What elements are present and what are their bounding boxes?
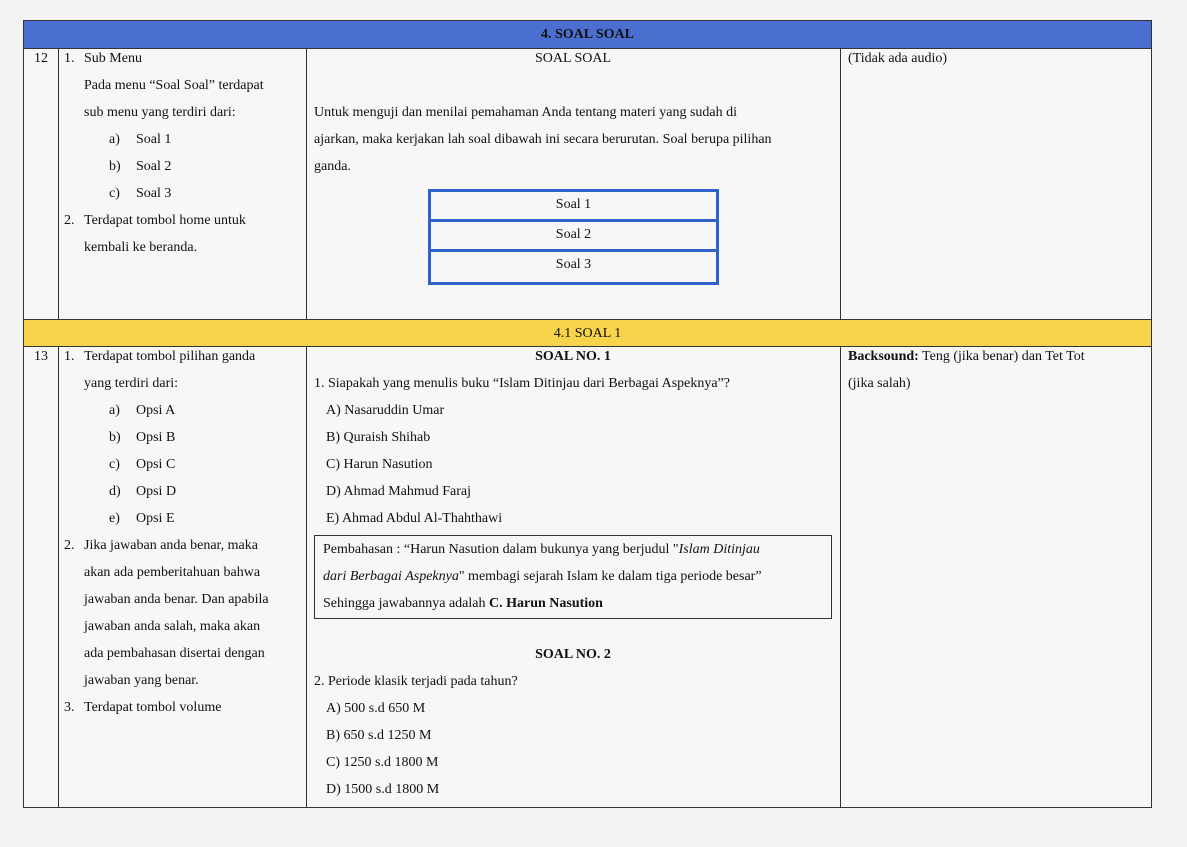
desc-line: ada pembahasan disertai dengan [84, 646, 265, 661]
desc-line: Pada menu “Soal Soal” terdapat [84, 78, 264, 93]
sub-item: c) Soal 3 [109, 186, 172, 201]
row12-description: 1. Sub Menu Pada menu “Soal Soal” terdapat sub menu yang terdiri dari: a) Soal 1 b) Soal 2 c) Soal 3 2. Terdapat tombol home untuk kembali ke beranda. [58, 45, 306, 261]
explanation-box: Pembahasan : “Harun Nasution dalam bukunya yang berjudul "Islam Ditinjau dari Berbagai Aspeknya" membagi sejarah Islam ke dalam tiga periode besar” Sehingga jawabannya adalah C. Harun Nasution [314, 535, 832, 619]
desc-line: kembali ke beranda. [84, 240, 198, 255]
sub-item: e) Opsi E [109, 511, 175, 526]
row13-description: 1. Terdapat tombol pilihan ganda yang terdiri dari: a) Opsi A b) Opsi B c) Opsi C d) Opsi D e) Opsi E 2. Jika jawaban anda benar, maka akan ada pemberitahuan bahwa jawaban anda benar. Dan apabila jawaban anda salah, maka akan ada pembahasan disertai dengan jawaban yang benar. 3. Terdapat tombol volume [58, 343, 306, 721]
row-number: 12 [34, 51, 48, 66]
soal-button-group [428, 189, 719, 285]
desc-line: yang terdiri dari: [84, 376, 179, 391]
question-2-block [314, 641, 832, 803]
row12-audio: (Tidak ada audio) [848, 51, 948, 66]
intro-line: Untuk menguji dan menilai pemahaman Anda tentang materi yang sudah di [314, 105, 738, 120]
option-e-button[interactable]: E) Ahmad Abdul Al-Thahthawi [326, 511, 503, 526]
desc-line: jawaban anda benar. Dan apabila [84, 592, 269, 607]
option-d-button[interactable]: D) Ahmad Mahmud Faraj [326, 484, 472, 499]
sub-item: a) Soal 1 [109, 132, 172, 147]
option-c-button[interactable]: C) 1250 s.d 1800 M [326, 755, 439, 770]
storyboard-table [23, 20, 1152, 808]
option-d-button[interactable]: D) 1500 s.d 1800 M [326, 782, 440, 797]
correct-answer: C. Harun Nasution [489, 596, 603, 611]
desc-line: Terdapat tombol volume [84, 700, 222, 715]
soal-2-button[interactable]: Soal 2 [431, 222, 716, 252]
question-2-text: 2. Periode klasik terjadi pada tahun? [314, 674, 518, 689]
option-a-button[interactable]: A) 500 s.d 650 M [326, 701, 426, 716]
screen-title: SOAL SOAL [534, 51, 612, 66]
column-divider [306, 49, 307, 319]
sub-item: d) Opsi D [109, 484, 177, 499]
section-header: 4. SOAL SOAL [24, 21, 1151, 49]
intro-line: ajarkan, maka kerjakan lah soal dibawah ini secara berurutan. Soal berupa pilihan [314, 132, 772, 147]
option-a-button[interactable]: A) Nasaruddin Umar [326, 403, 445, 418]
soal-3-button[interactable]: Soal 3 [555, 257, 592, 272]
soal-1-button[interactable]: Soal 1 [431, 192, 716, 222]
desc-line: Terdapat tombol home untuk [84, 213, 246, 228]
sub-item: b) Soal 2 [109, 159, 172, 174]
sub-item: c) Opsi C [109, 457, 176, 472]
intro-line: ganda. [314, 159, 351, 174]
desc-line: jawaban yang benar. [84, 673, 199, 688]
desc-line: Terdapat tombol pilihan ganda [84, 349, 256, 364]
column-divider [840, 347, 841, 808]
row13-audio: Backsound: Teng (jika benar) dan Tet Tot (jika salah) [848, 349, 1085, 391]
row13-screen [314, 343, 832, 532]
question-2-title: SOAL NO. 2 [535, 647, 611, 662]
option-c-button[interactable]: C) Harun Nasution [326, 457, 433, 472]
row12-screen [314, 45, 832, 180]
desc-line: Sub Menu [84, 51, 142, 66]
desc-line: akan ada pemberitahuan bahwa [84, 565, 261, 580]
option-b-button[interactable]: B) Quraish Shihab [326, 430, 431, 445]
column-divider [840, 49, 841, 319]
column-divider [306, 347, 307, 808]
desc-line: Jika jawaban anda benar, maka [84, 538, 258, 553]
desc-line: jawaban anda salah, maka akan [84, 619, 261, 634]
sub-item: b) Opsi B [109, 430, 176, 445]
sub-item: a) Opsi A [109, 403, 176, 418]
row-number: 13 [34, 349, 48, 364]
question-1-text: 1. Siapakah yang menulis buku “Islam Ditinjau dari Berbagai Aspeknya”? [314, 376, 731, 391]
question-1-title: SOAL NO. 1 [535, 349, 611, 364]
subsection-header: 4.1 SOAL 1 [24, 319, 1151, 347]
desc-line: sub menu yang terdiri dari: [84, 105, 236, 120]
option-b-button[interactable]: B) 650 s.d 1250 M [326, 728, 432, 743]
